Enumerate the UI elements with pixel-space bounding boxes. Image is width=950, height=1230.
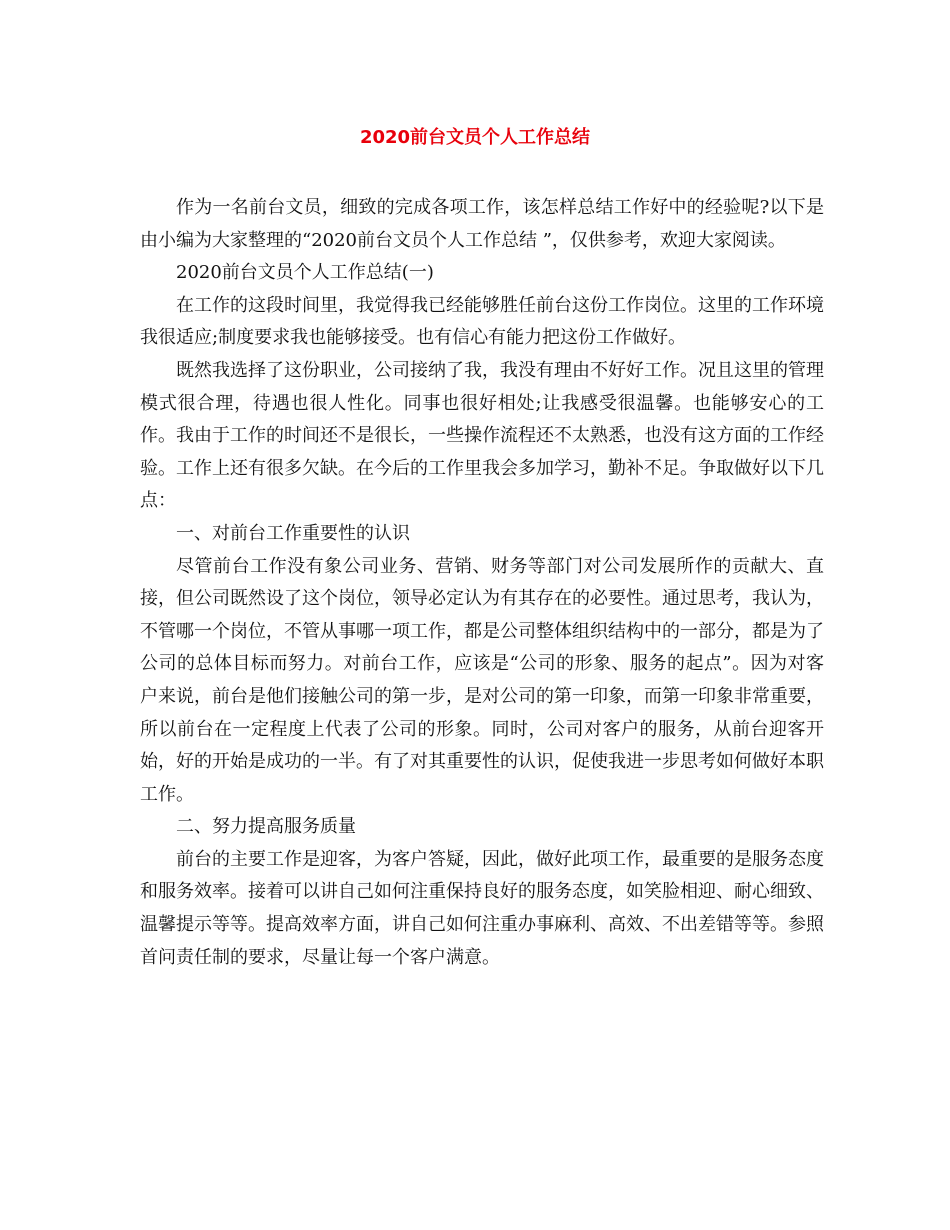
paragraph-intro: 作为一名前台文员，细致的完成各项工作，该怎样总结工作好中的经验呢?以下是由小编为大家整理的“2020前台文员个人工作总结 ”，仅供参考，欢迎大家阅读。 [140,197,824,251]
paragraph: 尽管前台工作没有象公司业务、营销、财务等部门对公司发展所作的贡献大、直接，但公司既然设了这个岗位，领导必定认为有其存在的必要性。通过思考，我认为，不管哪一个岗位，不管从事哪一项工作，都是公司整体组织结构中的一部分，都是为了公司的总体目标而努力。对前台工作，应该是“公司的形象、服务的起点”。因为对客户来说，前台是他们接触公司的第一步，是对公司的第一印象，而第一印象非常重要，所以前台在一定程度上代表了公司的形象。同时，公司对客户的服务，从前台迎客开始，好的开始是成功的一半。有了对其重要性的认识，促使我进一步思考如何做好本职工作。 [140,555,824,805]
paragraph: 在工作的这段时间里，我觉得我已经能够胜任前台这份工作岗位。这里的工作环境我很适应;制度要求我也能够接受。也有信心有能力把这份工作做好。 [140,294,824,349]
document-body [140,192,824,974]
section-heading: 2020前台文员个人工作总结(一) [176,262,434,284]
section-heading: 二、努力提高服务质量 [176,816,356,838]
paragraph: 既然我选择了这份职业，公司接纳了我，我没有理由不好好工作。况且这里的管理模式很合理，待遇也很人性化。同事也很好相处;让我感受很温馨。也能够安心的工作。我由于工作的时间还不是很长，一些操作流程还不太熟悉，也没有这方面的工作经验。工作上还有很多欠缺。在今后的工作里我会多加学习，勤补不足。争取做好以下几点： [140,359,824,512]
document-title: 2020前台文员个人工作总结 [359,127,591,148]
paragraph: 前台的主要工作是迎客，为客户答疑，因此，做好此项工作，最重要的是服务态度和服务效率。接着可以讲自己如何注重保持良好的服务态度，如笑脸相迎、耐心细致、温馨提示等等。提高效率方面，讲自己如何注重办事麻利、高效、不出差错等等。参照首问责任制的要求，尽量让每一个客户满意。 [140,848,824,968]
section-heading: 一、对前台工作重要性的认识 [176,522,410,544]
